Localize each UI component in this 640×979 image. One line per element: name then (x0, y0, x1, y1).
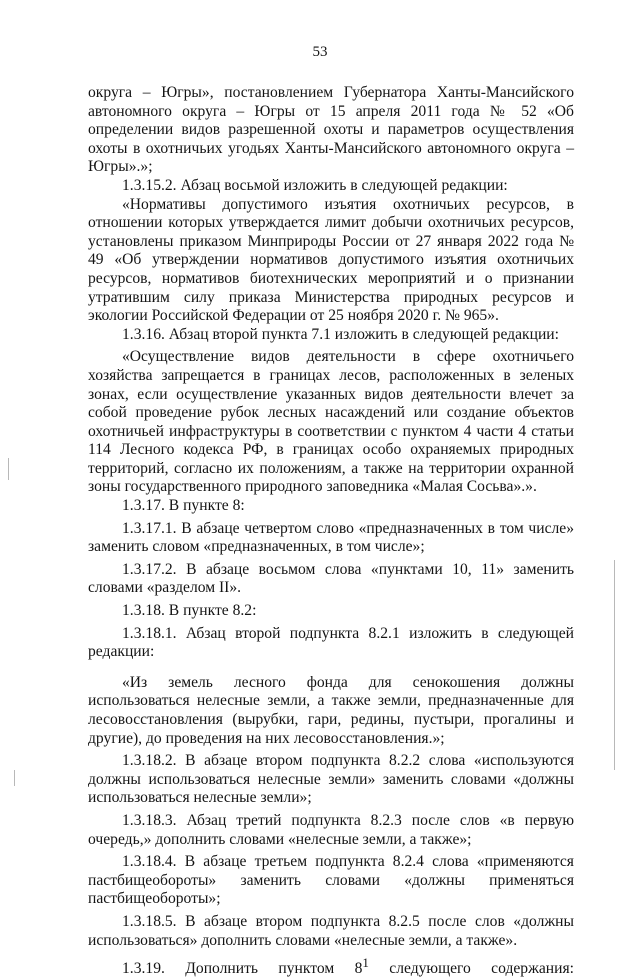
page-number: 53 (312, 44, 328, 60)
paragraph: 1.3.15.2. Абзац восьмой изложить в следующей редакции: (122, 176, 508, 194)
paragraph: 1.3.17. В пункте 8: (122, 497, 245, 515)
paragraph: «Осуществление видов деятельности в сфере охотничьего хозяйства запрещается в границах лесов, расположенных в зеленых зонах, если осуществление указанных видов деятельности влечет за собой проведение рубок лесных насаждений или создание объектов охотничьей инфраструктуры в соответствии с пунктом 4 части 4 статьи 114 Лесного кодекса РФ, в границах особо охраняемых природных территорий, согласно их положениям, а также на территории охранной зоны государственного природного заповедника «Малая Сосьва».». (88, 348, 574, 496)
paragraph: 1.3.17.1. В абзаце четвертом слово «предназначенных в том числе» заменить словом «предназначенных, в том числе»; (88, 519, 574, 556)
paragraph: «Нормативы допустимого изъятия охотничьих ресурсов, в отношении которых утверждается лимит добычи охотничьих ресурсов, установлены приказом Минприроды России от 27 января 2022 года № 49 «Об утверждении нормативов допустимого изъятия охотничьих ресурсов, нормативов биотехнических мероприятий и о признании утратившим силу приказа Министерства природных ресурсов и экологии Российской Федерации от 25 ноября 2020 г. № 965». (88, 195, 574, 325)
paragraph: округа – Югры», постановлением Губернатора Ханты-Мансийского автономного округа – Югры от 15 апреля 2011 года № 52 «Об определении видов разрешенной охоты и параметров осуществления охоты в охотничьих угодьях Ханты-Мансийского автономного округа – Югры».»; (88, 84, 574, 176)
superscript: 1 (362, 955, 369, 971)
paragraph: 1.3.18.3. Абзац третий подпункта 8.2.3 после слов «в первую очередь,» дополнить словами «нелесные земли, а также»; (88, 811, 574, 848)
scan-artifact (614, 560, 615, 770)
paragraph: 1.3.18.2. В абзаце втором подпункта 8.2.2 слова «используются должны использоваться нелесные земли» заменить словами «должны использоваться нелесные земли»; (88, 752, 574, 807)
paragraph-text-tail: следующего содержания: (368, 960, 574, 978)
paragraph: 1.3.18.4. В абзаце третьем подпункта 8.2.4 слова «применяются пастбищеобороты» заменить словами «должны применяться пастбищеобороты»; (88, 853, 574, 908)
paragraph: 1.3.18. В пункте 8.2: (122, 602, 257, 620)
scan-artifact (14, 770, 15, 786)
paragraph: 1.3.18.1. Абзац второй подпункта 8.2.1 изложить в следующей редакции: (88, 624, 574, 661)
document-body (88, 84, 574, 979)
paragraph: 1.3.17.2. В абзаце восьмом слова «пунктами 10, 11» заменить словами «разделом II». (88, 560, 574, 597)
paragraph (88, 954, 574, 979)
paragraph: «Из земель лесного фонда для сенокошения должны использоваться нелесные земли, а также земли, предназначенные для лесовосстановления (вырубки, гари, редины, пустыри, прогалины и другие), до проведения на них лесовосстановления.»; (88, 673, 574, 747)
paragraph: 1.3.16. Абзац второй пункта 7.1 изложить в следующей редакции: (122, 325, 559, 343)
paragraph-text: 1.3.19. Дополнить пунктом 8 (122, 960, 363, 978)
scan-artifact (8, 458, 9, 480)
paragraph: 1.3.18.5. В абзаце втором подпункта 8.2.5 после слов «должны использоваться» дополнить словами «нелесные земли, а также». (88, 912, 574, 949)
